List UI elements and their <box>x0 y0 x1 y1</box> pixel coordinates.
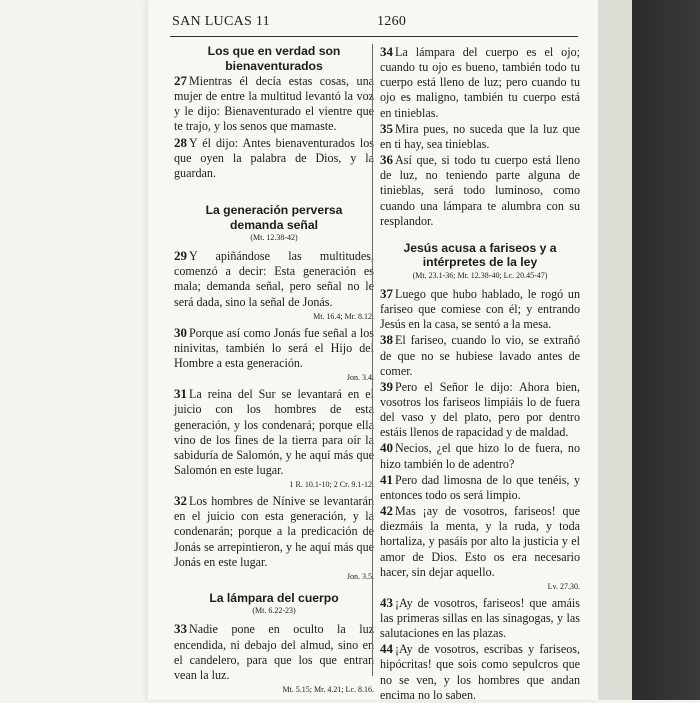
verse <box>380 641 580 703</box>
verse-text: Y apiñándose las multitudes, comenzó a decir: Esta generación es mala; demanda señal, pero señal no le será dada, sino la señal de Jonás. <box>174 249 374 309</box>
verse <box>174 248 374 310</box>
verse-text: Pero dad limosna de lo que tenéis, y entonces todo os será limpio. <box>380 472 580 502</box>
verse-text: Nadie pone en oculto la luz encendida, ni debajo del almud, sino en el candelero, para que los que entran vean la luz. <box>174 622 374 682</box>
verse-number: 44 <box>380 641 393 657</box>
spacer <box>380 229 580 241</box>
verse-text: Los hombres de Nínive se levantarán en el juicio con esta generación, y la condenarán; porque a la predicación de Jonás se arrepintieron, y he aquí más que Jonás en este lugar. <box>174 494 374 569</box>
parallel-reference: (Mt. 6.22-23) <box>252 606 296 616</box>
verse <box>380 44 580 121</box>
verse <box>380 472 580 503</box>
running-head: SAN LUCAS 11 <box>172 14 270 29</box>
verse-text: Así que, si todo tu cuerpo está lleno de luz, no teniendo parte alguna de tinieblas, será todo luminoso, como cuando una lámpara te alumbra con su resplandor. <box>380 153 580 228</box>
cross-reference: Mt. 5.15; Mr. 4.21; Lc. 8.16. <box>282 685 374 695</box>
verse-number: 35 <box>380 120 393 136</box>
verse-number: 37 <box>380 285 393 301</box>
verse-number: 30 <box>174 324 187 340</box>
verse <box>380 332 580 378</box>
verse-number: 43 <box>380 594 393 610</box>
left-column <box>174 44 374 698</box>
page-edges <box>598 0 632 700</box>
parallel-reference: (Mt. 23.1-36; Mr. 12.38-40; Lc. 20.45-47) <box>412 270 548 280</box>
verse <box>380 152 580 229</box>
verse-number: 38 <box>380 332 393 348</box>
verse <box>174 73 374 135</box>
verse-number: 27 <box>174 73 187 88</box>
verse <box>380 379 580 441</box>
header-rule <box>170 36 578 37</box>
verse-text: Mira pues, no suceda que la luz que en ti hay, sea tinieblas. <box>380 121 580 151</box>
section-heading: La generación perversa demanda señal <box>205 203 343 232</box>
verse-text: Porque así como Jonás fue señal a los ninivitas, también lo será el Hijo del Hombre a esta generación. <box>174 325 374 371</box>
verse-text: Mientras él decía estas cosas, una mujer de entre la multitud levantó la voz y le dijo: Bienaventurado el vientre que te trajo, y los senos que mamaste. <box>174 74 374 134</box>
section-heading: Jesús acusa a fariseos y a intérpretes de la ley <box>403 240 557 270</box>
verse-number: 33 <box>174 621 187 637</box>
page-header <box>172 14 576 34</box>
parallel-reference: (Mt. 12.38-42) <box>250 233 298 243</box>
section-heading: La lámpara del cuerpo <box>209 590 339 605</box>
verse-number: 28 <box>174 134 187 150</box>
column-divider <box>372 44 373 676</box>
verse-number: 39 <box>380 378 393 394</box>
verse-text: Luego que hubo hablado, le rogó un fariseo que comiese con él; y entrando Jesús en la casa, se sentó a la mesa. <box>380 286 580 332</box>
verse-number: 41 <box>380 471 393 487</box>
book-cover <box>632 0 700 700</box>
right-column <box>380 44 580 703</box>
verse <box>174 325 374 371</box>
verse-text: El fariseo, cuando lo vio, se extrañó de que no se hubiese lavado antes de comer. <box>380 333 580 378</box>
verse <box>380 595 580 641</box>
spacer <box>174 181 374 203</box>
cross-reference: 1 R. 10.1-10; 2 Cr. 9.1-12. <box>289 480 374 490</box>
cross-reference: Jon. 3.5. <box>346 571 374 581</box>
verse <box>174 493 374 570</box>
verse <box>380 440 580 471</box>
bible-page <box>148 0 598 700</box>
cross-reference: Mt. 16.4; Mr. 8.12. <box>313 311 374 321</box>
verse-number: 36 <box>380 152 393 168</box>
verse-number: 29 <box>174 248 187 264</box>
verse <box>174 386 374 478</box>
section-heading: Los que en verdad son bienaventurados <box>207 44 341 73</box>
verse-number: 42 <box>380 503 393 519</box>
verse-number: 40 <box>380 440 393 456</box>
verse-text: Pero el Señor le dijo: Ahora bien, vosotros los fariseos limpiáis lo de fuera del vaso y del plato, pero por dentro estáis llenos de rapacidad y de maldad. <box>380 379 580 440</box>
verse-text: Mas ¡ay de vosotros, fariseos! que diezmáis la menta, y la ruda, y toda hortaliza, y pasáis por alto la justicia y el amor de Dios. Esto os era necesario hacer, sin dejar aquello. <box>380 504 580 579</box>
page-number: 1260 <box>377 14 407 29</box>
verse-number: 32 <box>174 493 187 509</box>
verse-text: ¡Ay de vosotros, fariseos! que amáis las primeras sillas en las sinagogas, y las salutaciones en las plazas. <box>380 595 580 641</box>
verse <box>174 621 374 683</box>
verse-text: Y él dijo: Antes bienaventurados los que oyen la palabra de Dios, y la guardan. <box>174 135 374 180</box>
verse-text: Necios, ¿el que hizo lo de fuera, no hizo también lo de adentro? <box>380 441 580 471</box>
verse-number: 34 <box>380 44 393 59</box>
cross-reference: Lv. 27.30. <box>547 581 580 591</box>
verse <box>174 135 374 181</box>
verse-text: ¡Ay de vosotros, escribas y fariseos, hipócritas! que sois como sepulcros que no se ven, y los hombres que andan encima no lo saben. <box>380 642 580 702</box>
verse-number: 31 <box>174 386 187 402</box>
cross-reference: Jon. 3.4. <box>346 373 374 383</box>
verse <box>380 121 580 152</box>
verse-text: La reina del Sur se levantará en el juicio con los hombres de esta generación, y los condenará; porque ella vino de los fines de la tierra para oír la sabiduría de Salomón, y he aquí más que Salomón en este lugar. <box>174 387 374 477</box>
verse <box>380 503 580 580</box>
verse-text: La lámpara del cuerpo es el ojo; cuando tu ojo es bueno, también todo tu cuerpo está lleno de luz; pero cuando tu ojo es maligno, también tu cuerpo está en tinieblas. <box>380 45 580 120</box>
verse <box>380 286 580 332</box>
